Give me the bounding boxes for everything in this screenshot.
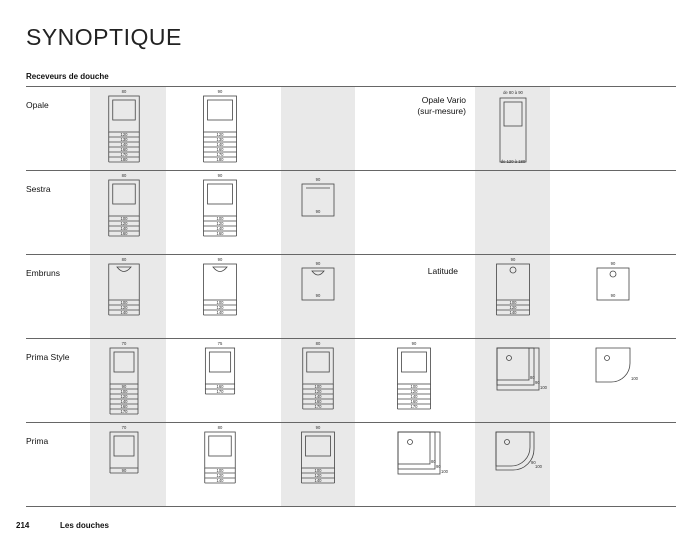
tray-drawing bbox=[468, 338, 558, 422]
size-label: 120 bbox=[120, 305, 128, 310]
size-step bbox=[497, 348, 534, 385]
basin-shape bbox=[312, 271, 324, 275]
size-label: 100 bbox=[314, 468, 322, 473]
label-opale-vario-note: (sur-mesure) bbox=[417, 106, 466, 116]
tray-drawing bbox=[175, 254, 265, 338]
row-label-embruns: Embruns bbox=[26, 268, 61, 278]
width-label: 75 bbox=[217, 341, 223, 346]
size-label: 160 bbox=[120, 147, 128, 152]
length-label: 90 bbox=[315, 293, 321, 298]
tray-inner bbox=[208, 100, 233, 120]
drain-icon bbox=[605, 356, 610, 361]
tray-body bbox=[302, 432, 335, 468]
size-label: 140 bbox=[509, 310, 517, 315]
width-label: de 80 à 90 bbox=[503, 90, 523, 95]
size-label: 130 bbox=[120, 137, 128, 142]
size-label: 90 bbox=[531, 460, 536, 465]
tray-inner bbox=[114, 436, 134, 456]
drain-icon bbox=[408, 440, 413, 445]
width-label: 90 bbox=[217, 257, 223, 262]
tray-body bbox=[497, 264, 530, 300]
size-label: 170 bbox=[410, 404, 418, 409]
tray-outline bbox=[596, 348, 630, 382]
size-label: 160 bbox=[216, 147, 224, 152]
size-label: 160 bbox=[410, 399, 418, 404]
width-label: 90 bbox=[315, 177, 321, 182]
size-label: 90 bbox=[535, 380, 540, 385]
size-label: 140 bbox=[120, 310, 128, 315]
page-number: 214 bbox=[16, 521, 30, 530]
size-label: 100 bbox=[216, 468, 224, 473]
tray-drawing bbox=[568, 338, 658, 422]
width-label: 70 bbox=[121, 341, 127, 346]
size-label: 90 bbox=[436, 464, 441, 469]
size-label: 90 bbox=[121, 468, 127, 473]
width-label: 90 bbox=[315, 261, 321, 266]
size-label: 100 bbox=[509, 300, 517, 305]
size-label: 120 bbox=[216, 132, 224, 137]
tray-inner bbox=[402, 352, 427, 372]
tray-body bbox=[109, 96, 140, 132]
size-label: 100 bbox=[216, 300, 224, 305]
size-label: 140 bbox=[314, 478, 322, 483]
section-heading: Receveurs de douche bbox=[26, 72, 109, 81]
tray-outline bbox=[110, 432, 138, 473]
width-label: 80 bbox=[121, 89, 127, 94]
size-label: 130 bbox=[216, 137, 224, 142]
tray-body bbox=[205, 432, 236, 468]
size-label: 160 bbox=[216, 384, 224, 389]
size-label: 120 bbox=[120, 394, 128, 399]
width-label: 80 bbox=[217, 425, 223, 430]
tray-inner bbox=[209, 352, 230, 372]
size-label: 180 bbox=[216, 157, 224, 162]
width-label: 90 bbox=[510, 257, 516, 262]
tray-outline bbox=[500, 98, 526, 162]
row-label-prima: Prima bbox=[26, 436, 49, 446]
basin-shape bbox=[117, 267, 131, 272]
tray-drawing bbox=[468, 254, 558, 338]
tray-drawing bbox=[369, 338, 459, 422]
size-label: 100 bbox=[410, 384, 418, 389]
size-label: 80 bbox=[431, 459, 436, 464]
size-label: 160 bbox=[120, 231, 128, 236]
tray-drawing bbox=[79, 254, 169, 338]
size-step bbox=[596, 348, 630, 382]
tray-body bbox=[398, 348, 431, 384]
drain-icon bbox=[510, 267, 516, 273]
size-step bbox=[497, 348, 529, 380]
width-label: 80 bbox=[315, 341, 321, 346]
size-step bbox=[398, 432, 430, 464]
tray-outline bbox=[398, 432, 440, 474]
width-label: 90 bbox=[610, 261, 616, 266]
size-label: 120 bbox=[509, 305, 517, 310]
size-label: 160 bbox=[314, 399, 322, 404]
size-label: 120 bbox=[314, 473, 322, 478]
tray-inner bbox=[113, 184, 136, 204]
row-label-opale: Opale bbox=[26, 100, 49, 110]
size-step bbox=[496, 432, 530, 466]
tray-drawing bbox=[175, 170, 265, 254]
size-label: 120 bbox=[120, 221, 128, 226]
size-step bbox=[398, 432, 440, 474]
size-label: 140 bbox=[314, 394, 322, 399]
size-step bbox=[496, 432, 534, 470]
drain-icon bbox=[507, 356, 512, 361]
tray-inner bbox=[208, 184, 233, 204]
tray-drawing bbox=[568, 254, 658, 338]
size-label: 100 bbox=[631, 376, 638, 381]
tray-body bbox=[109, 264, 140, 300]
size-label: 100 bbox=[535, 464, 542, 469]
size-label: 160 bbox=[216, 231, 224, 236]
tray-body bbox=[204, 264, 237, 300]
tray-drawing bbox=[79, 338, 169, 422]
label-opale-vario-name: Opale Vario bbox=[421, 95, 466, 105]
tray-drawing bbox=[369, 422, 459, 506]
tray-drawing bbox=[175, 422, 265, 506]
width-label: 90 bbox=[411, 341, 417, 346]
tray-drawing bbox=[273, 338, 363, 422]
size-label: 170 bbox=[120, 409, 128, 414]
size-label: 160 bbox=[120, 404, 128, 409]
size-label: 100 bbox=[120, 389, 128, 394]
width-label: 80 bbox=[121, 257, 127, 262]
tray-drawing bbox=[175, 338, 265, 422]
length-label: de 120 à 180 bbox=[500, 159, 526, 164]
width-label: 90 bbox=[315, 425, 321, 430]
width-label: 80 bbox=[121, 173, 127, 178]
tray-drawing bbox=[273, 170, 363, 254]
size-label: 140 bbox=[120, 142, 128, 147]
size-step bbox=[398, 432, 435, 469]
tray-drawing bbox=[175, 86, 265, 170]
row-label-sestra: Sestra bbox=[26, 184, 51, 194]
basin-shape bbox=[213, 267, 227, 272]
tray-drawing bbox=[273, 422, 363, 506]
size-label: 90 bbox=[121, 384, 127, 389]
tray-drawing bbox=[468, 422, 558, 506]
size-label: 140 bbox=[410, 394, 418, 399]
size-label: 120 bbox=[216, 473, 224, 478]
row-label-prima-style: Prima Style bbox=[26, 352, 70, 362]
size-label: 100 bbox=[120, 216, 128, 221]
footer-title: Les douches bbox=[60, 521, 109, 530]
size-label: 170 bbox=[314, 404, 322, 409]
tray-outline bbox=[497, 348, 539, 390]
tray-drawing bbox=[273, 254, 363, 338]
row-divider bbox=[26, 506, 676, 507]
tray-body bbox=[109, 180, 140, 216]
width-label: 70 bbox=[121, 425, 127, 430]
length-label: 90 bbox=[610, 293, 616, 298]
size-label: 140 bbox=[120, 226, 128, 231]
size-label: 100 bbox=[216, 216, 224, 221]
size-label: 140 bbox=[216, 478, 224, 483]
size-label: 120 bbox=[216, 305, 224, 310]
size-label: 140 bbox=[216, 226, 224, 231]
tray-inner bbox=[114, 352, 134, 372]
tray-inner bbox=[209, 436, 232, 456]
size-label: 80 bbox=[530, 375, 535, 380]
size-label: 100 bbox=[441, 469, 448, 474]
size-label: 170 bbox=[216, 152, 224, 157]
width-label: 90 bbox=[217, 173, 223, 178]
size-step bbox=[497, 348, 539, 390]
length-label: 90 bbox=[315, 209, 321, 214]
drain-icon bbox=[505, 440, 510, 445]
size-label: 120 bbox=[120, 132, 128, 137]
page-title: SYNOPTIQUE bbox=[26, 24, 182, 50]
size-label: 120 bbox=[216, 221, 224, 226]
size-label: 100 bbox=[120, 300, 128, 305]
tray-inner bbox=[307, 352, 330, 372]
tray-inner bbox=[113, 100, 136, 120]
size-label: 120 bbox=[410, 389, 418, 394]
size-label: 140 bbox=[216, 310, 224, 315]
tray-body bbox=[303, 348, 334, 384]
tray-drawing bbox=[79, 86, 169, 170]
size-label: 140 bbox=[216, 142, 224, 147]
size-label: 140 bbox=[120, 399, 128, 404]
tray-drawing bbox=[79, 170, 169, 254]
size-label: 100 bbox=[540, 385, 547, 390]
size-label: 120 bbox=[314, 389, 322, 394]
width-label: 90 bbox=[217, 89, 223, 94]
size-label: 170 bbox=[120, 152, 128, 157]
tray-body bbox=[204, 180, 237, 216]
tray-body bbox=[204, 96, 237, 132]
tray-inner bbox=[306, 436, 331, 456]
size-label: 180 bbox=[120, 157, 128, 162]
label-opale-vario bbox=[398, 95, 466, 117]
drain-icon bbox=[610, 271, 616, 277]
tray-drawing bbox=[79, 422, 169, 506]
tray-drawing bbox=[468, 86, 558, 170]
size-label: 100 bbox=[314, 384, 322, 389]
tray-outline bbox=[496, 432, 534, 470]
size-label: 170 bbox=[216, 389, 224, 394]
label-latitude: Latitude bbox=[427, 266, 458, 276]
tray-inner bbox=[504, 102, 522, 126]
